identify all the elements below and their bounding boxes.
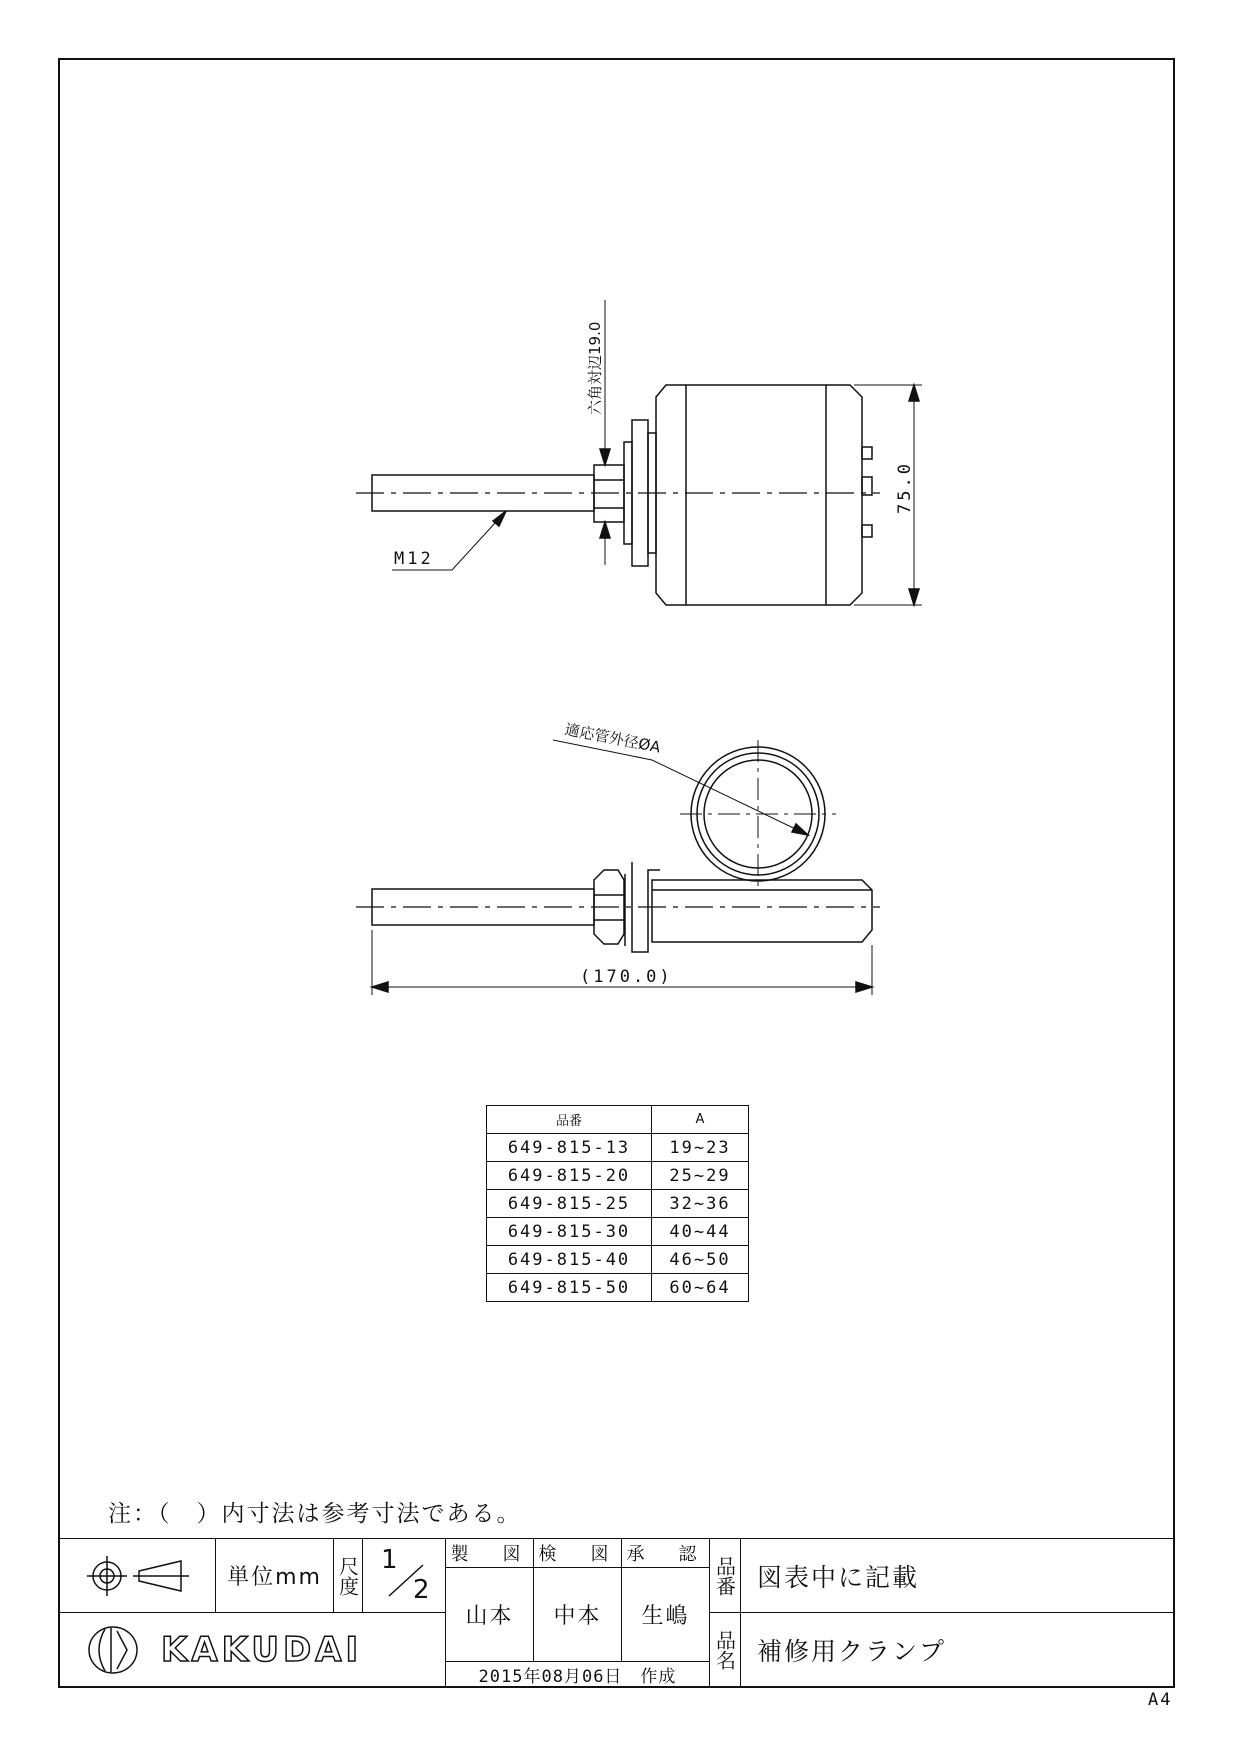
header-range: A	[652, 1106, 749, 1134]
kakudai-emblem-icon	[87, 1625, 139, 1675]
scale-value	[362, 1538, 446, 1613]
part-no-label: 品番	[709, 1538, 741, 1613]
header-part-number: 品番	[487, 1106, 652, 1134]
name-drafter: 山本	[445, 1567, 534, 1662]
cell-range: 40~44	[652, 1218, 749, 1246]
projection-symbol	[58, 1538, 216, 1613]
parts-table	[486, 1105, 749, 1302]
part-number-value: 図表中に記載	[740, 1538, 1175, 1613]
table-row	[487, 1218, 749, 1246]
scale-label: 尺度	[333, 1538, 363, 1613]
cell-part-number: 649-815-40	[487, 1246, 652, 1274]
cell-range: 32~36	[652, 1190, 749, 1218]
cell-range: 46~50	[652, 1246, 749, 1274]
title-block	[58, 1538, 1175, 1688]
table-row	[487, 1134, 749, 1162]
cell-range: 60~64	[652, 1274, 749, 1302]
top-view	[356, 300, 922, 605]
table-row	[487, 1162, 749, 1190]
company-logo	[58, 1612, 446, 1688]
third-angle-projection-icon	[77, 1551, 197, 1601]
logo-wordmark: KAKUDAI	[161, 1630, 363, 1670]
role-checker: 検 図	[533, 1538, 622, 1568]
reference-note: 注：（ ）内寸法は参考寸法である。	[108, 1501, 522, 1527]
table-row	[487, 1190, 749, 1218]
cell-part-number: 649-815-20	[487, 1162, 652, 1190]
part-name-label: 品名	[709, 1612, 741, 1688]
cell-part-number: 649-815-50	[487, 1274, 652, 1302]
length-dimension: (170.0)	[580, 967, 673, 987]
height-dimension: 75.0	[895, 461, 915, 514]
table-header-row	[487, 1106, 749, 1134]
cell-part-number: 649-815-25	[487, 1190, 652, 1218]
unit-cell: 単位mm	[215, 1538, 334, 1613]
cell-part-number: 649-815-30	[487, 1218, 652, 1246]
part-name-value: 補修用クランプ	[740, 1612, 1175, 1688]
name-approver: 生嶋	[621, 1567, 710, 1662]
cell-range: 25~29	[652, 1162, 749, 1190]
table-row	[487, 1246, 749, 1274]
table-row	[487, 1274, 749, 1302]
scale-numerator: 1	[381, 1545, 398, 1575]
role-approver: 承 認	[621, 1538, 710, 1568]
paper-size: A4	[1148, 1690, 1173, 1710]
creation-date: 2015年08月06日 作成	[445, 1661, 710, 1688]
thread-label: M12	[394, 549, 434, 569]
name-checker: 中本	[533, 1567, 622, 1662]
scale-denominator: 2	[413, 1575, 430, 1605]
cell-range: 19~23	[652, 1134, 749, 1162]
pipe-diameter-label: 適応管外径ØA	[563, 720, 662, 757]
clamp-body	[656, 385, 862, 605]
role-drafter: 製 図	[445, 1538, 534, 1568]
cell-part-number: 649-815-13	[487, 1134, 652, 1162]
side-view	[356, 740, 880, 995]
hex-size-label: 六角対辺19.0	[586, 321, 604, 415]
